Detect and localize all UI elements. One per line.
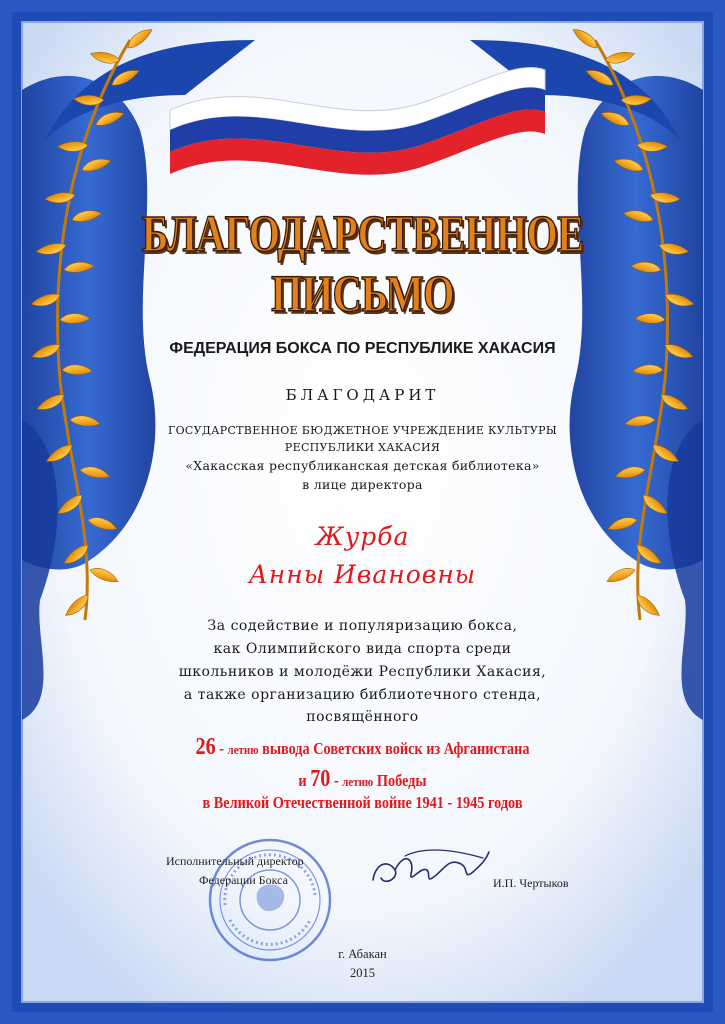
anniversary-suffix: летию — [227, 742, 259, 757]
anniversary-suffix: летию — [342, 774, 374, 789]
handwritten-signature — [365, 840, 495, 900]
reason-line: как Олимпийского вида спорта среди — [213, 641, 512, 657]
anniversary-line-2 — [58, 766, 667, 793]
reason-line: посвящённого — [306, 709, 419, 725]
title-line-1: БЛАГОДАРСТВЕННОЕ — [141, 206, 584, 263]
anniversary-number-26: 26 — [195, 734, 216, 760]
anniversary-and: и — [298, 771, 311, 790]
institution-line-4: в лице директора — [302, 477, 423, 492]
anniversary-dash: - — [215, 739, 228, 758]
anniversary-text: Победы — [373, 771, 427, 790]
signer-name: И.П. Чертыков — [493, 876, 569, 890]
year: 2015 — [350, 966, 375, 980]
institution-line-2: РЕСПУБЛИКИ ХАКАСИЯ — [284, 441, 441, 454]
reason-line: За содействие и популяризацию бокса, — [207, 618, 518, 634]
recipient-name: Анны Ивановны — [248, 560, 477, 589]
anniversary-number-70: 70 — [310, 766, 331, 792]
signer-position-line-2: Федерации Бокса — [199, 873, 288, 887]
organization-name: ФЕДЕРАЦИЯ БОКСА ПО РЕСПУБЛИКЕ ХАКАСИЯ — [169, 340, 556, 357]
title-line-2: ПИСЬМО — [271, 266, 454, 323]
reason-line: школьников и молодёжи Республики Хакасия, — [178, 664, 547, 680]
anniversary-text: вывода Советских войск из Афганистана — [258, 739, 530, 758]
anniversary-dash: - — [330, 771, 343, 790]
city: г. Абакан — [338, 947, 387, 961]
institution-line-3: «Хакасская республиканская детская библиотека» — [185, 458, 540, 473]
thanks-word: БЛАГОДАРИТ — [285, 386, 440, 404]
recipient-surname: Журба — [315, 522, 410, 551]
reason-line: а также организацию библиотечного стенда, — [183, 687, 542, 703]
institution-line-1: ГОСУДАРСТВЕННОЕ БЮДЖЕТНОЕ УЧРЕЖДЕНИЕ КУЛЬТУРЫ — [168, 424, 557, 437]
anniversary-line-3: в Великой Отечественной войне 1941 - 1945 годов — [202, 793, 523, 812]
anniversary-line-1 — [58, 734, 667, 761]
signer-position-line-1: Исполнительный директор — [166, 854, 304, 868]
